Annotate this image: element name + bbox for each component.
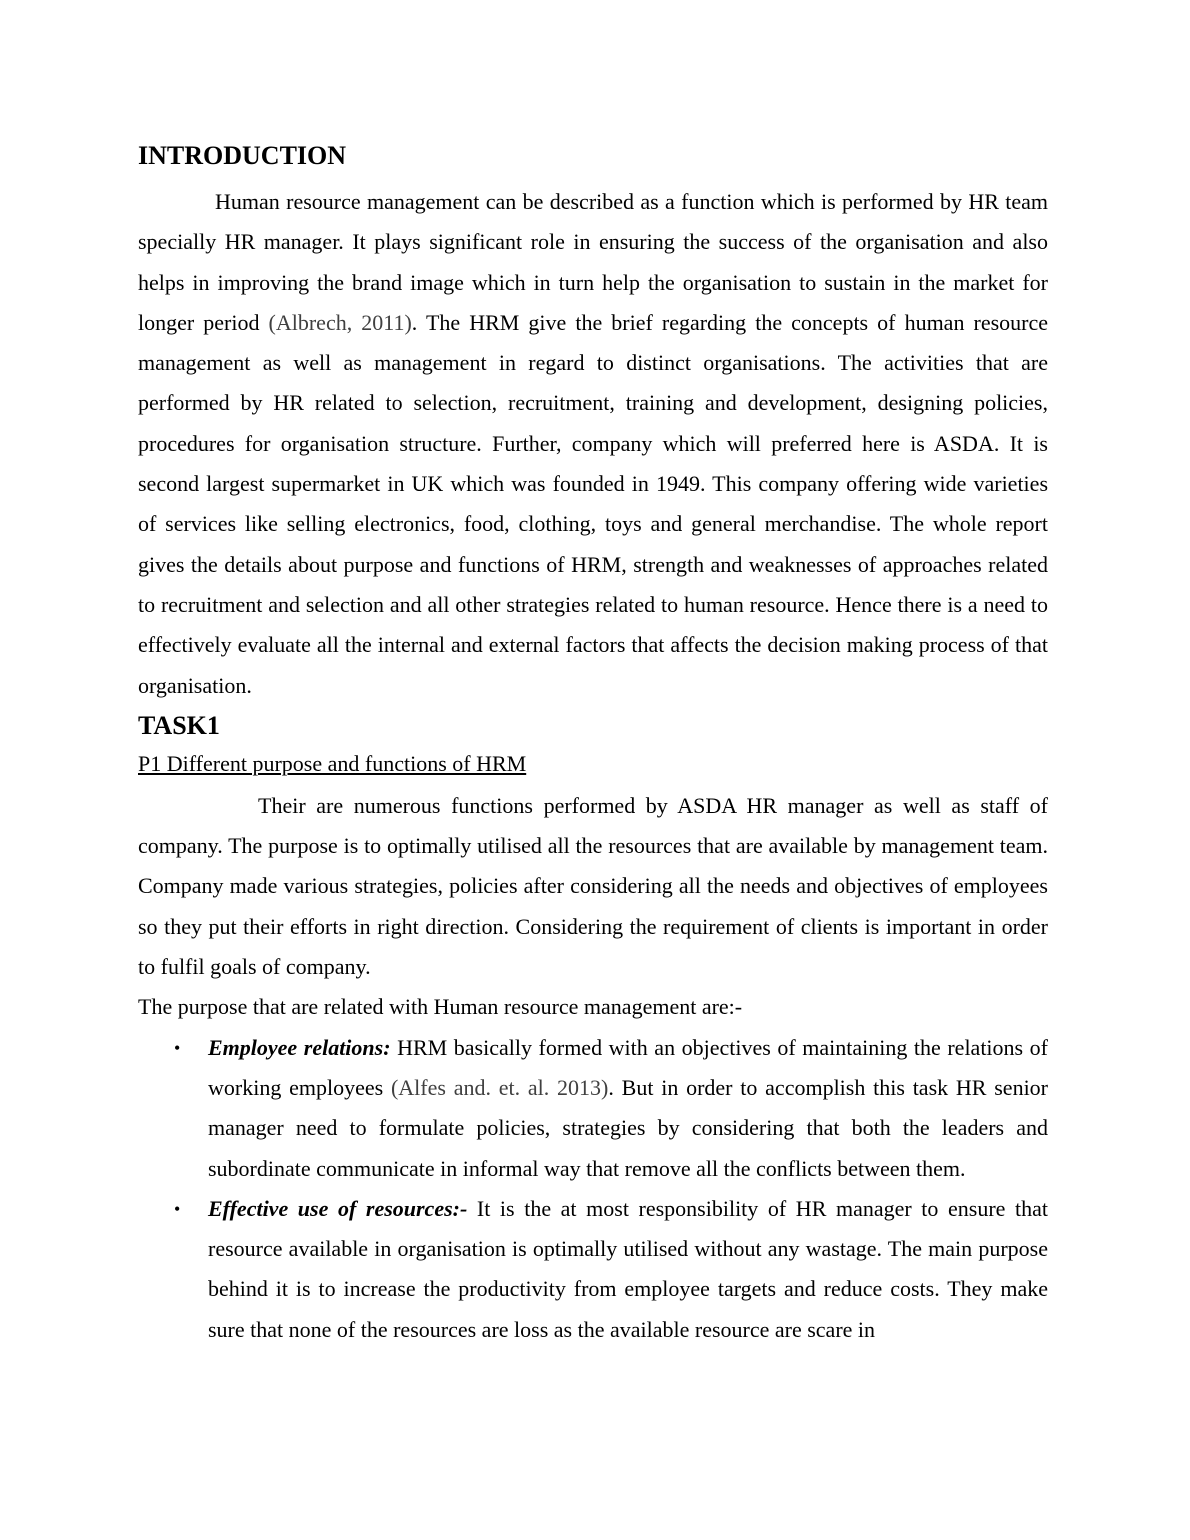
bullet-term: Employee relations: xyxy=(208,1034,391,1060)
bullet-term: Effective use of resources:- xyxy=(208,1195,468,1221)
introduction-heading: INTRODUCTION xyxy=(138,141,347,170)
introduction-paragraph xyxy=(138,182,1048,706)
bullet-text-part2: . But in order to accomplish this task HR senior manager need to formulate policies, strategies by considering that both the leaders and subordinate communicate in informal way that remove all the conflicts between them. xyxy=(208,1074,1049,1181)
task1-paragraph: Their are numerous functions performed by ASDA HR manager as well as staff of company. The purpose is to optimally utilised all the resources that are available by management team. Company made various strategies, policies after considering all the needs and objectives of employees so they put their efforts in right direction. Considering the requirement of clients is important in order to fulfil goals of company. xyxy=(138,792,1048,980)
document-page xyxy=(138,140,1048,1350)
bullet-icon: • xyxy=(174,1198,181,1219)
intro-text-part1: Human resource management can be described as a function which is performed by HR team specially HR manager. It plays significant role in ensuring the success of the organisation and also helps in improving the brand image which in turn help the organisation to sustain in the market for longer period xyxy=(138,189,1048,335)
bullet-text-part1: HRM basically formed with an objectives of maintaining the relations of working employees xyxy=(208,1034,1048,1100)
purpose-intro-line: The purpose that are related with Human resource management are:- xyxy=(138,994,743,1020)
list-item xyxy=(138,1189,1048,1350)
task1-heading: TASK1 xyxy=(138,710,220,740)
list-item xyxy=(138,1028,1048,1189)
purpose-list xyxy=(138,1028,1048,1350)
bullet-text-part1: It is the at most responsibility of HR manager to ensure that resource available in organisation is optimally utilised without any wastage. The main purpose behind it is to increase the productivity from employee targets and reduce costs. They make sure that none of the resources are loss as the available resource are scare in xyxy=(208,1195,1048,1342)
bullet-citation: (Alfes and. et. al. 2013) xyxy=(390,1074,609,1100)
p1-subheading: P1 Different purpose and functions of HRM xyxy=(138,750,527,776)
intro-citation: (Albrech, 2011) xyxy=(268,309,412,335)
intro-text-part2: . The HRM give the brief regarding the concepts of human resource management as well as management in regard to distinct organisations. The activities that are performed by HR related to selection, recruitment, training and development, designing policies, procedures for organisation structure. Further, company which will preferred here is ASDA. It is second largest supermarket in UK which was founded in 1949. This company offering wide varieties of services like selling electronics, food, clothing, toys and general merchandise. The whole report gives the details about purpose and functions of HRM, strength and weaknesses of approaches related to recruitment and selection and all other strategies related to human resource. Hence there is a need to effectively evaluate all the internal and external factors that affects the decision making process of that organisation. xyxy=(138,309,1049,698)
bullet-icon: • xyxy=(174,1037,181,1058)
